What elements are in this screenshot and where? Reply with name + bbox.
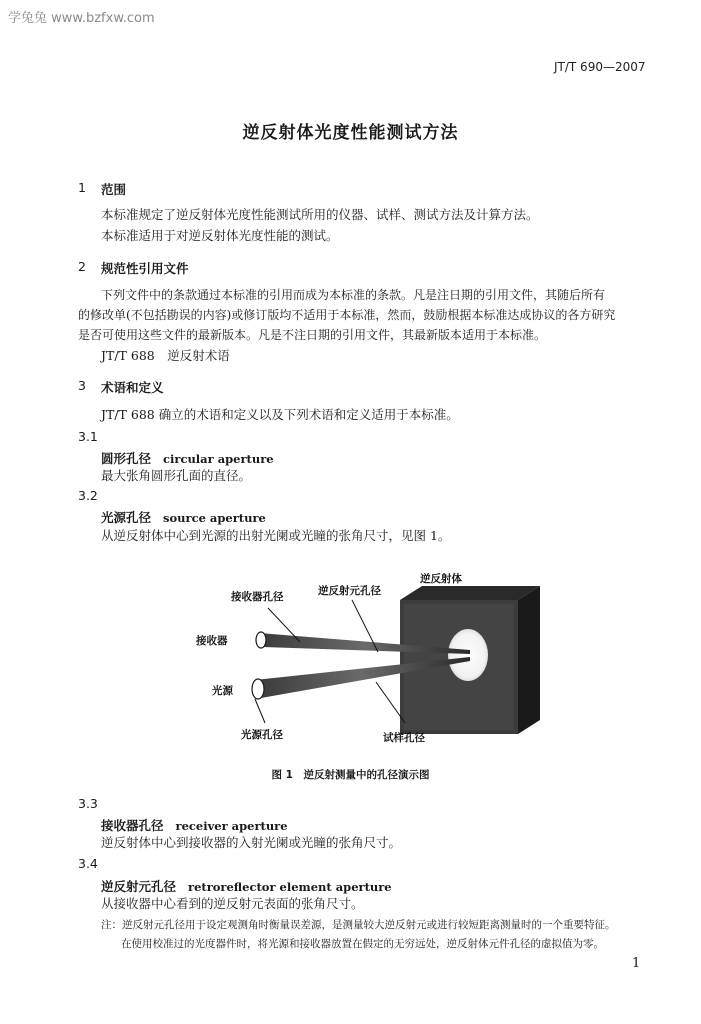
- label-element-aperture: 逆反射元孔径: [318, 585, 381, 597]
- label-retroreflector: 逆反射体: [420, 573, 462, 585]
- page-number: 1: [632, 956, 641, 971]
- term-3-3-definition: 逆反射体中心到接收器的入射光阑或光瞳的张角尺寸。: [101, 835, 402, 850]
- page-title: 逆反射体光度性能测试方法: [242, 123, 459, 143]
- section-3-number: 3: [78, 378, 86, 393]
- section-3-4-number: 3.4: [78, 856, 98, 871]
- term-3-1: [101, 448, 274, 467]
- label-receiver: 接收器: [196, 635, 228, 647]
- note-line-2: 在使用校准过的光度器件时，将光源和接收器放置在假定的无穷远处，逆反射体元件孔径的虚拟值为零。: [121, 938, 604, 950]
- label-source-aperture: 光源孔径: [241, 729, 283, 741]
- label-sample-aperture: 试样孔径: [383, 732, 425, 744]
- section-1-paragraph-1: 本标准规定了逆反射体光度性能测试所用的仪器、试样、测试方法及计算方法。: [101, 207, 539, 222]
- figure-1-aperture-diagram: [0, 560, 701, 760]
- term-3-3-english: receiver aperture: [175, 819, 288, 833]
- section-1-number: 1: [78, 180, 86, 195]
- note-line-1: 注：逆反射元孔径用于设定观测角时衡量误差源，是测量较大逆反射元或进行较短距离测量时的一个重要特征。: [101, 919, 616, 931]
- label-source: 光源: [212, 685, 233, 697]
- section-3-paragraph: JT/T 688 确立的术语和定义以及下列术语和定义适用于本标准。: [101, 407, 459, 422]
- term-3-4-definition: 从接收器中心看到的逆反射元表面的张角尺寸。: [101, 896, 364, 911]
- section-1-heading: 范围: [101, 182, 127, 197]
- watermark: 学兔兔 www.bzfxw.com: [8, 11, 155, 26]
- term-3-4: [101, 876, 392, 895]
- section-3-2-number: 3.2: [78, 488, 98, 503]
- section-2-heading: 规范性引用文件: [101, 261, 189, 276]
- term-3-4-chinese: 逆反射元孔径: [101, 879, 177, 894]
- term-3-2-definition: 从逆反射体中心到光源的出射光阑或光瞳的张角尺寸，见图 1。: [101, 528, 451, 543]
- section-2-paragraph-line-2: 的修改单(不包括勘误的内容)或修订版均不适用于本标准，然而，鼓励根据本标准达成协议的各方研究: [78, 308, 616, 322]
- term-3-2: [101, 507, 266, 526]
- term-3-1-chinese: 圆形孔径: [101, 451, 152, 466]
- term-3-3: [101, 815, 288, 834]
- leader-lines: [255, 600, 405, 723]
- section-2-paragraph-line-1: 下列文件中的条款通过本标准的引用而成为本标准的条款。凡是注日期的引用文件，其随后所有: [101, 288, 606, 302]
- normative-reference: JT/T 688 逆反射术语: [101, 348, 230, 363]
- term-3-2-english: source aperture: [163, 511, 266, 525]
- term-3-1-definition: 最大张角圆形孔面的直径。: [101, 468, 252, 483]
- term-3-1-english: circular aperture: [163, 452, 274, 466]
- section-1-paragraph-2: 本标准适用于对逆反射体光度性能的测试。: [101, 228, 339, 243]
- term-3-2-chinese: 光源孔径: [101, 510, 152, 525]
- standard-number: JT/T 690—2007: [554, 60, 646, 74]
- label-receiver-aperture: 接收器孔径: [231, 591, 284, 603]
- term-3-3-chinese: 接收器孔径: [101, 818, 164, 833]
- section-3-heading: 术语和定义: [101, 380, 164, 395]
- section-2-number: 2: [78, 259, 86, 274]
- section-2-paragraph-line-3: 是否可使用这些文件的最新版本。凡是不注日期的引用文件，其最新版本适用于本标准。: [78, 328, 547, 342]
- section-3-1-number: 3.1: [78, 429, 98, 444]
- term-3-4-english: retroreflector element aperture: [188, 880, 392, 894]
- figure-1-caption: 图 1 逆反射测量中的孔径演示图: [271, 769, 430, 781]
- section-3-3-number: 3.3: [78, 796, 98, 811]
